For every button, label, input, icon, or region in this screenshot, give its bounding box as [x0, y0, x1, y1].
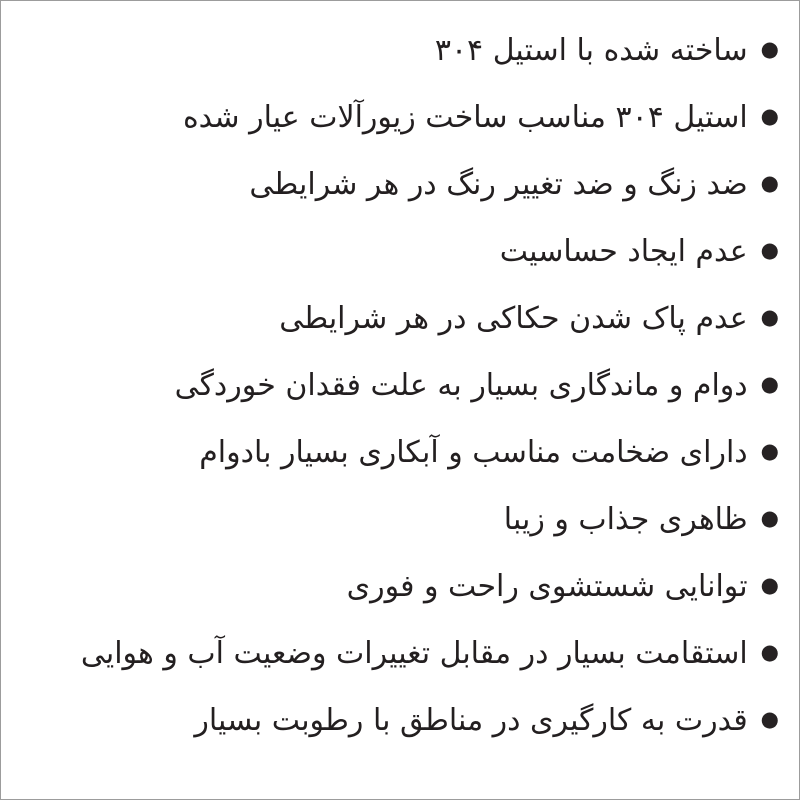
feature-list	[21, 17, 779, 754]
bullet-icon: ●	[760, 104, 779, 128]
list-item-text: دوام و ماندگاری بسیار به علت فقدان خوردگی	[174, 368, 748, 403]
list-item-text: ضد زنگ و ضد تغییر رنگ در هر شرایطی	[249, 167, 748, 202]
bullet-icon: ●	[760, 305, 779, 329]
bullet-icon: ●	[760, 707, 779, 731]
list-item	[21, 553, 779, 620]
list-item-text: توانایی شستشوی راحت و فوری	[346, 569, 748, 604]
list-item-text: دارای ضخامت مناسب و آبکاری بسیار بادوام	[199, 435, 748, 470]
bullet-icon: ●	[760, 372, 779, 396]
list-item	[21, 285, 779, 352]
list-item	[21, 687, 779, 754]
bullet-icon: ●	[760, 238, 779, 262]
list-item-text: قدرت به کارگیری در مناطق با رطوبت بسیار	[194, 703, 748, 738]
bullet-icon: ●	[760, 506, 779, 530]
list-item	[21, 17, 779, 84]
list-item	[21, 218, 779, 285]
bullet-icon: ●	[760, 171, 779, 195]
bullet-icon: ●	[760, 439, 779, 463]
list-item-text: استیل ۳۰۴ مناسب ساخت زیورآلات عیار شده	[182, 100, 748, 135]
bullet-icon: ●	[760, 640, 779, 664]
list-item-text: ساخته شده با استیل ۳۰۴	[434, 33, 748, 68]
list-item	[21, 419, 779, 486]
list-item-text: استقامت بسیار در مقابل تغییرات وضعیت آب و هوایی	[80, 636, 748, 671]
list-item	[21, 620, 779, 687]
list-item-text: عدم ایجاد حساسیت	[499, 234, 748, 269]
list-item-text: عدم پاک شدن حکاکی در هر شرایطی	[279, 301, 748, 336]
list-item	[21, 352, 779, 419]
list-item	[21, 486, 779, 553]
bullet-icon: ●	[760, 573, 779, 597]
list-item	[21, 151, 779, 218]
list-item-text: ظاهری جذاب و زیبا	[503, 502, 748, 537]
bullet-icon: ●	[760, 37, 779, 61]
list-item	[21, 84, 779, 151]
